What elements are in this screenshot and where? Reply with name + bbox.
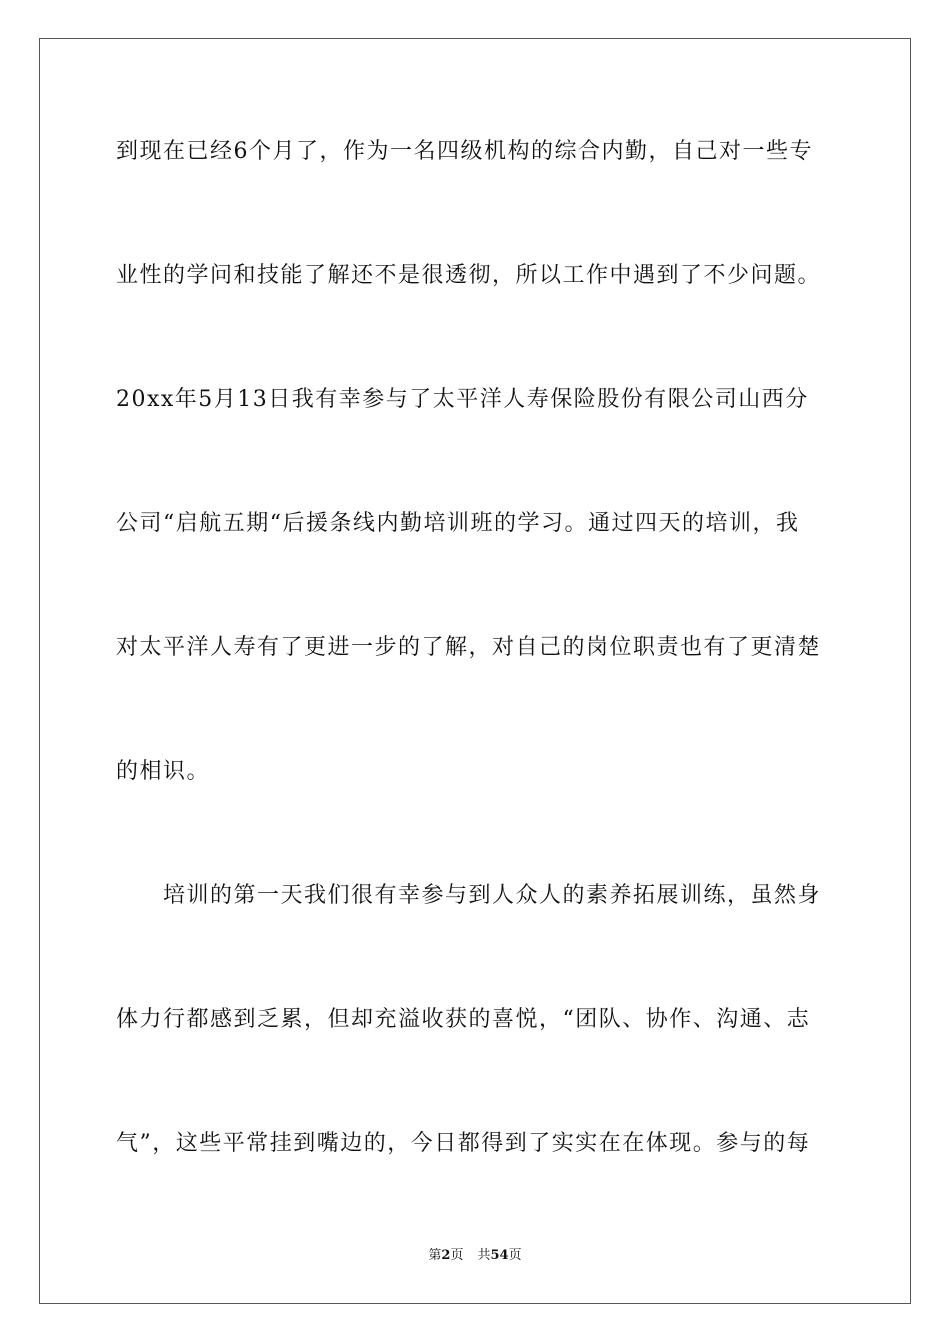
body-line-3: 20xx年5月13日我有幸参与了太平洋人寿保险股份有限公司山西分 xyxy=(116,387,809,412)
body-line-6: 的相识。 xyxy=(116,759,211,784)
footer-page-number: 2 xyxy=(441,1248,451,1263)
body-line-2: 业性的学问和技能了解还不是很透彻，所以工作中遇到了不少问题。 xyxy=(116,263,822,288)
footer-total-pages: 54 xyxy=(490,1248,509,1263)
page-border xyxy=(39,38,911,1304)
body-line-7: 培训的第一天我们很有幸参与到人众人的素养拓展训练，虽然身 xyxy=(116,883,822,908)
footer-total-prefix: 共 xyxy=(477,1248,491,1263)
page-footer xyxy=(0,1248,950,1264)
body-line-8: 体力行都感到乏累，但却充溢收获的喜悦，“团队、协作、沟通、志 xyxy=(116,1007,811,1032)
body-line-9: 气”，这些平常挂到嘴边的，今日都得到了实实在在体现。参与的每 xyxy=(116,1131,811,1156)
footer-total-suffix: 页 xyxy=(508,1248,522,1263)
body-line-4: 公司“启航五期“后援条线内勤培训班的学习。通过四天的培训，我 xyxy=(116,511,800,536)
body-line-5: 对太平洋人寿有了更进一步的了解，对自己的岗位职责也有了更清楚 xyxy=(116,635,822,660)
body-line-1: 到现在已经6个月了，作为一名四级机构的综合内勤，自己对一些专 xyxy=(116,139,813,164)
footer-page-suffix: 页 xyxy=(450,1248,464,1263)
footer-page-prefix: 第 xyxy=(428,1248,442,1263)
